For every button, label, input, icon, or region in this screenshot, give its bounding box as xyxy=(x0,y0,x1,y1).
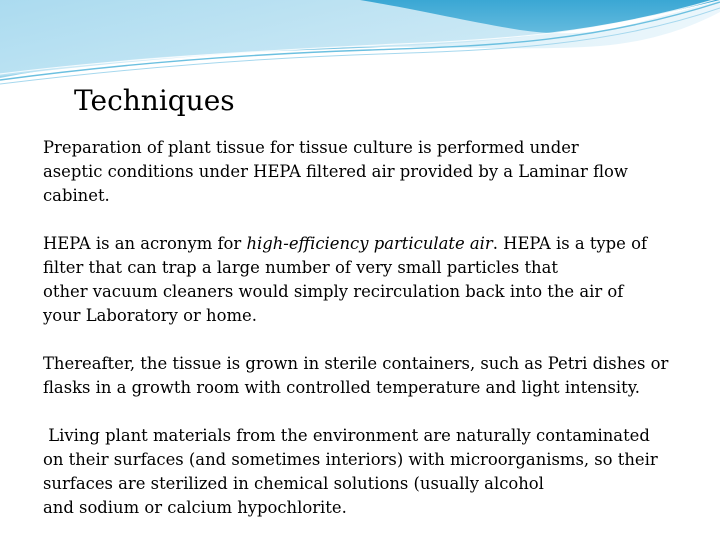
paragraph-gap xyxy=(43,328,703,352)
text-line: aseptic conditions under HEPA filtered air provided by a Laminar flow xyxy=(43,162,628,181)
paragraph-preparation xyxy=(43,136,703,208)
text-line xyxy=(43,232,703,256)
text-line: your Laboratory or home. xyxy=(43,306,257,325)
header-wave-decoration xyxy=(0,0,720,90)
text-line: Living plant materials from the environment are naturally contaminated xyxy=(43,426,650,445)
slide-title: Techniques xyxy=(74,84,235,117)
text-segment: HEPA is an acronym for xyxy=(43,234,247,253)
text-line: other vacuum cleaners would simply recirculation back into the air of xyxy=(43,282,624,301)
text-line: filter that can trap a large number of very small particles that xyxy=(43,258,558,277)
italic-term: high-efficiency particulate air xyxy=(246,234,493,253)
text-line: flasks in a growth room with controlled temperature and light intensity. xyxy=(43,378,641,397)
text-line: cabinet. xyxy=(43,186,110,205)
paragraph-gap xyxy=(43,208,703,232)
text-line: surfaces are sterilized in chemical solutions (usually alcohol xyxy=(43,474,544,493)
text-line: Thereafter, the tissue is grown in sterile containers, such as Petri dishes or xyxy=(43,354,669,373)
text-line: Preparation of plant tissue for tissue culture is performed under xyxy=(43,138,579,157)
text-line: and sodium or calcium hypochlorite. xyxy=(43,498,347,517)
paragraph-sterilization xyxy=(43,424,703,520)
text-line: on their surfaces (and sometimes interiors) with microorganisms, so their xyxy=(43,450,658,469)
slide-body xyxy=(43,136,703,520)
paragraph-gap xyxy=(43,400,703,424)
paragraph-growth xyxy=(43,352,703,400)
paragraph-hepa xyxy=(43,232,703,328)
text-segment: . HEPA is a type of xyxy=(492,234,648,253)
